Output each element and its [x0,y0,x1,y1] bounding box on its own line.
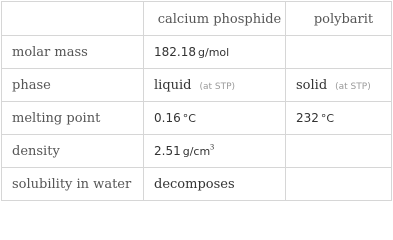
table-row [2,168,392,201]
header-corner-cell [2,2,144,36]
row-label-cell [2,168,144,201]
value-text: decomposes [154,177,235,192]
value-cell [286,168,392,201]
value-cell [286,135,392,168]
unit-text: g/cm [182,145,211,158]
row-label-cell [2,135,144,168]
value-text: liquid [154,78,192,93]
row-label: density [12,144,60,159]
header-label: calcium phosphide [157,11,282,27]
value-text: 2.51 [154,144,181,158]
row-label-cell [2,102,144,135]
value-cell [144,36,286,69]
value-text: 182.18 [154,45,196,59]
condition-text: (at STP) [335,82,371,92]
table-row [2,69,392,102]
header-row [2,2,392,36]
comparison-table [1,1,392,201]
row-label: phase [12,78,51,93]
row-label: molar mass [12,45,88,60]
table-row [2,102,392,135]
unit-text: g/mol [198,46,230,59]
condition-text: (at STP) [199,82,236,92]
value-cell [286,69,392,102]
header-label: polybarit [313,11,374,27]
row-label-cell [2,36,144,69]
value-cell [286,36,392,69]
value-cell [144,168,286,201]
header-cell-calcium-phosphide [144,2,286,36]
value-cell [144,102,286,135]
value-cell [144,135,286,168]
value-cell [144,69,286,102]
header-cell-polybarit [286,2,392,36]
unit-text: °C [182,112,196,125]
unit-text: °C [320,112,335,125]
value-cell [286,102,392,135]
row-label-cell [2,69,144,102]
unit-superscript: 3 [210,142,215,152]
table-row [2,36,392,69]
value-text: 232 [296,111,319,125]
value-text: 0.16 [154,111,181,125]
row-label: solubility in water [12,177,132,192]
row-label: melting point [12,111,101,126]
value-text: solid [296,78,328,93]
table-row [2,135,392,168]
